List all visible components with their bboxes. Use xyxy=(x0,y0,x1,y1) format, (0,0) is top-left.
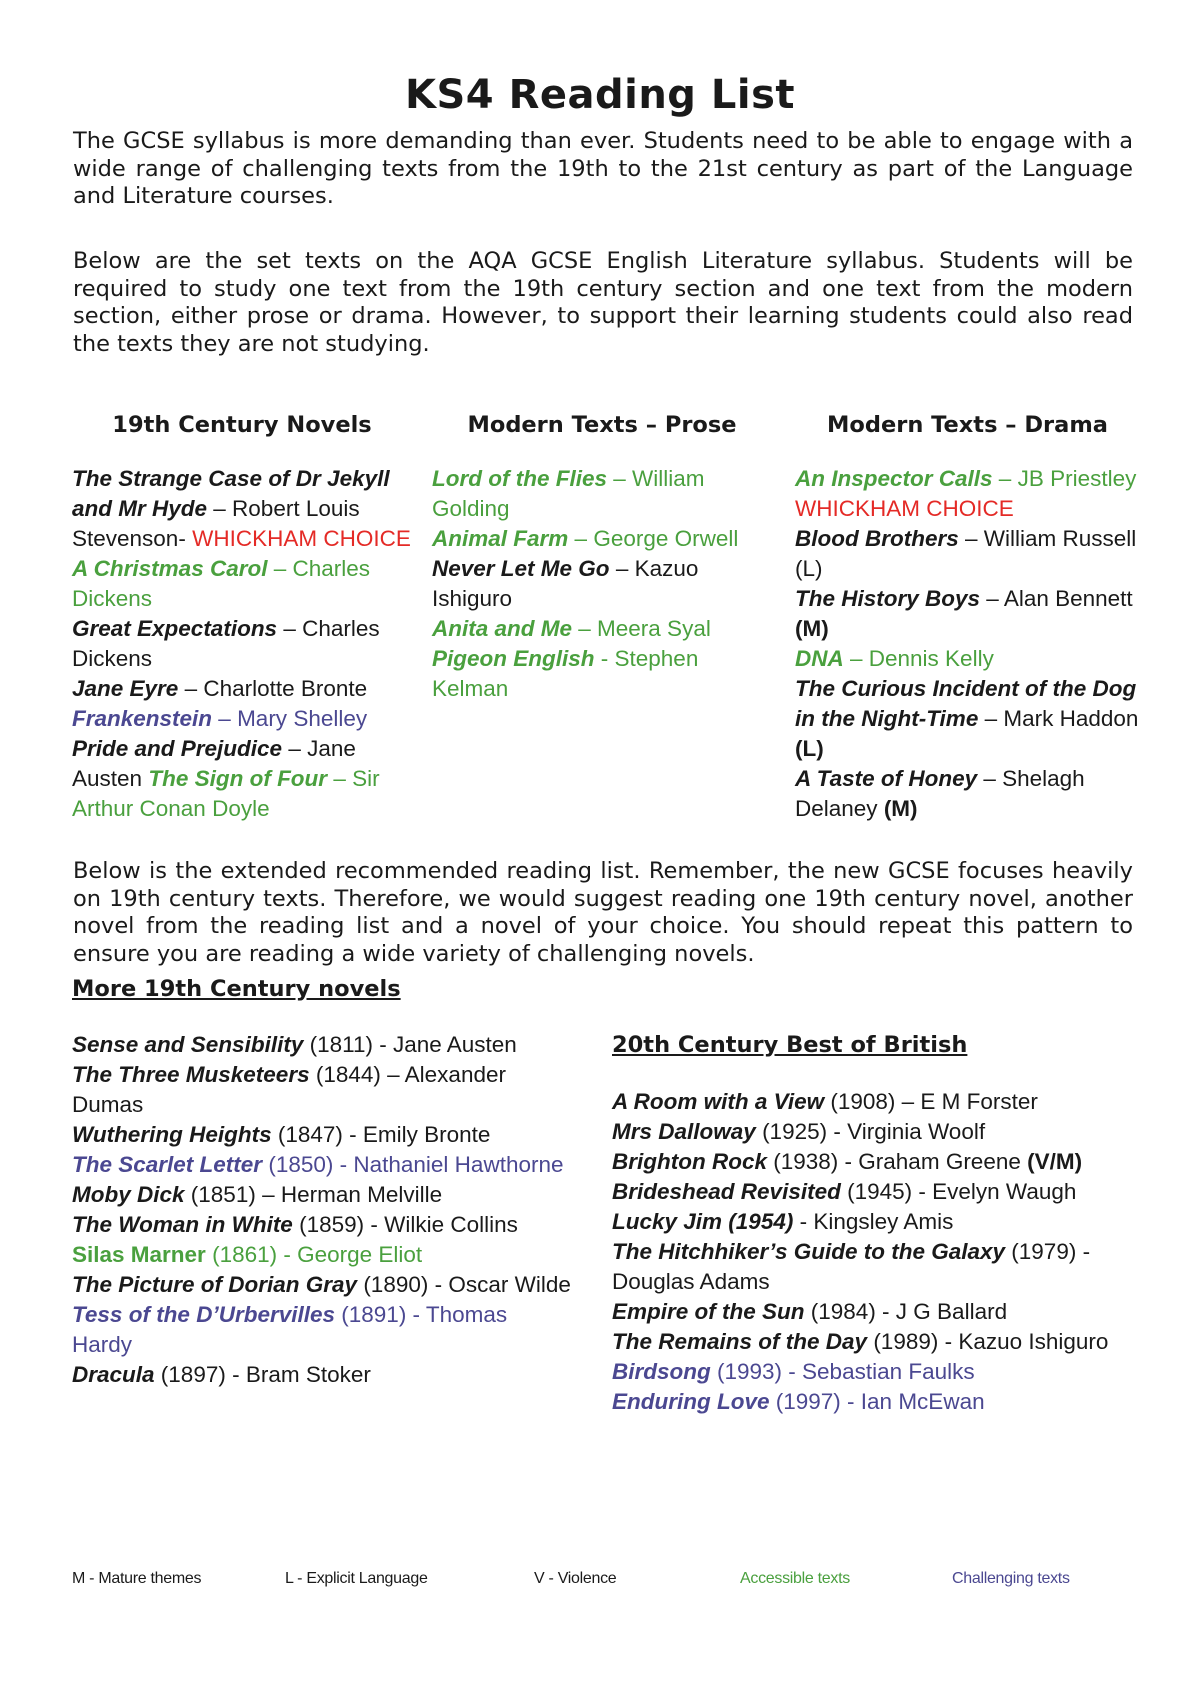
book-item xyxy=(72,1212,518,1237)
book-title: The Woman in White xyxy=(72,1212,293,1237)
book-title: The Scarlet Letter xyxy=(72,1152,263,1177)
book-item xyxy=(72,676,367,701)
book-author: (1945) - Evelyn Waugh xyxy=(840,1179,1077,1204)
book-entry xyxy=(612,1117,1132,1147)
book-title: The Remains of the Day xyxy=(612,1329,868,1354)
book-author: - Stephen Kelman xyxy=(432,646,699,701)
book-item xyxy=(612,1359,975,1384)
book-entry xyxy=(612,1327,1132,1357)
book-title: Brighton Rock xyxy=(612,1149,767,1174)
book-item xyxy=(72,1272,571,1297)
book-item xyxy=(72,1062,506,1117)
book-item xyxy=(612,1299,1007,1324)
book-item xyxy=(795,766,1085,821)
book-author: (1989) - Kazuo Ishiguro xyxy=(867,1329,1109,1354)
book-entry xyxy=(795,584,1140,644)
book-entry xyxy=(612,1387,1132,1417)
book-title: The Hitchhiker’s Guide to the Galaxy xyxy=(612,1239,1006,1264)
book-item xyxy=(72,556,370,611)
book-list xyxy=(432,464,772,704)
book-title: Tess of the D’Urbervilles xyxy=(72,1302,336,1327)
book-item xyxy=(612,1089,1038,1114)
choice-badge: WHICKHAM CHOICE xyxy=(185,526,411,551)
book-entry xyxy=(612,1237,1132,1297)
book-author: – Charles Dickens xyxy=(72,556,371,611)
book-title: Moby Dick xyxy=(72,1182,185,1207)
book-entry xyxy=(72,1210,572,1240)
book-author: - Kingsley Amis xyxy=(793,1209,954,1234)
book-entry xyxy=(72,464,412,554)
book-entry xyxy=(72,614,412,674)
book-item xyxy=(432,616,711,641)
book-item xyxy=(72,1182,442,1207)
book-entry xyxy=(795,644,1140,674)
book-entry xyxy=(432,644,772,704)
column-modern-prose xyxy=(432,412,772,704)
book-entry xyxy=(72,704,412,734)
content-rating: (V/M) xyxy=(1027,1149,1083,1174)
book-item xyxy=(612,1149,1082,1174)
choice-badge: WHICKHAM CHOICE xyxy=(795,496,1014,521)
book-title: Silas Marner xyxy=(72,1242,206,1267)
book-entry xyxy=(72,734,412,824)
book-entry xyxy=(72,1060,572,1120)
book-title: Jane Eyre xyxy=(72,676,179,701)
book-entry xyxy=(72,1030,572,1060)
book-title: Sense and Sensibility xyxy=(72,1032,304,1057)
book-item xyxy=(72,1302,507,1357)
book-entry xyxy=(72,1240,572,1270)
legend xyxy=(0,1570,1200,1594)
book-author: – Mary Shelley xyxy=(212,706,368,731)
best-british-heading: 20th Century Best of British xyxy=(612,1032,968,1058)
book-title: Wuthering Heights xyxy=(72,1122,272,1147)
book-item xyxy=(612,1329,1108,1354)
book-title: The Sign of Four xyxy=(148,766,328,791)
book-author: – William Golding xyxy=(432,466,705,521)
book-entry xyxy=(795,764,1140,824)
best-british-list xyxy=(612,1087,1132,1417)
book-entry xyxy=(432,614,772,644)
more-19th-heading: More 19th Century novels xyxy=(72,976,401,1002)
book-entry xyxy=(72,1180,572,1210)
book-title: The History Boys xyxy=(795,586,981,611)
book-author: (1993) - Sebastian Faulks xyxy=(710,1359,975,1384)
intro-paragraph-2: Below are the set texts on the AQA GCSE English Literature syllabus. Students will be required to study one text from the 19th century section and one text from the modern section, either prose or drama. However, to support their learning students could also read the texts they are not studying. xyxy=(73,248,1133,357)
book-item xyxy=(612,1389,985,1414)
column-modern-drama xyxy=(795,412,1140,824)
content-rating: (M) xyxy=(795,616,829,641)
book-item xyxy=(72,1242,422,1267)
legend-violence: V - Violence xyxy=(534,1570,617,1587)
book-title: Brideshead Revisited xyxy=(612,1179,841,1204)
book-entry xyxy=(432,524,772,554)
book-author: (1891) - Thomas Hardy xyxy=(72,1302,508,1357)
book-item xyxy=(72,616,380,671)
book-item xyxy=(612,1239,1090,1294)
book-author: (1997) - Ian McEwan xyxy=(769,1389,985,1414)
column-19th-century xyxy=(72,412,412,824)
book-title: Pigeon English xyxy=(432,646,595,671)
book-author: (1908) – E M Forster xyxy=(824,1089,1038,1114)
book-title: Lord of the Flies xyxy=(432,466,608,491)
book-entry xyxy=(612,1207,1132,1237)
column-heading: 19th Century Novels xyxy=(112,412,372,438)
book-item xyxy=(72,1032,517,1057)
book-title: A Room with a View xyxy=(612,1089,825,1114)
book-entry xyxy=(72,674,412,704)
book-title: The Strange Case of Dr Jekyll and Mr Hyde xyxy=(72,466,390,521)
book-title: Blood Brothers xyxy=(795,526,959,551)
book-entry xyxy=(612,1087,1132,1117)
book-author: – Alan Bennett xyxy=(980,586,1133,611)
book-item xyxy=(612,1119,985,1144)
book-entry xyxy=(72,1360,572,1390)
book-item xyxy=(432,466,705,521)
book-title: Dracula xyxy=(72,1362,155,1387)
book-author: – Charles Dickens xyxy=(72,616,380,671)
book-item xyxy=(612,1179,1076,1204)
book-entry xyxy=(612,1357,1132,1387)
book-item xyxy=(795,586,1133,641)
more-19th-list xyxy=(72,1030,572,1390)
column-heading: Modern Texts – Prose xyxy=(467,412,737,438)
legend-language: L - Explicit Language xyxy=(285,1570,428,1587)
book-author: (1938) - Graham Greene xyxy=(767,1149,1028,1174)
book-title: Lucky Jim (1954) xyxy=(612,1209,794,1234)
book-item xyxy=(432,646,698,701)
book-title: The Picture of Dorian Gray xyxy=(72,1272,358,1297)
book-title: Animal Farm xyxy=(432,526,569,551)
book-entry xyxy=(72,554,412,614)
book-item xyxy=(72,706,367,731)
book-item xyxy=(432,556,698,611)
legend-mature: M - Mature themes xyxy=(72,1570,202,1587)
book-entry xyxy=(72,1300,572,1360)
book-author: (1844) – Alexander Dumas xyxy=(72,1062,506,1117)
book-title: Never Let Me Go xyxy=(432,556,610,581)
book-author: – William Russell (L) xyxy=(795,526,1137,581)
book-title: A Christmas Carol xyxy=(72,556,268,581)
book-author: – Meera Syal xyxy=(572,616,711,641)
book-entry xyxy=(432,464,772,524)
book-author: (1859) - Wilkie Collins xyxy=(292,1212,518,1237)
book-item xyxy=(795,676,1138,761)
book-author: – Mark Haddon xyxy=(978,706,1139,731)
book-entry xyxy=(612,1297,1132,1327)
extended-paragraph: Below is the extended recommended reading list. Remember, the new GCSE focuses heavily on 19th century texts. Therefore, we would suggest reading one 19th century novel, another novel from the reading list and a novel of your choice. You should repeat this pattern to ensure you are reading a wide variety of challenging novels. xyxy=(73,858,1133,967)
book-item xyxy=(72,1152,564,1177)
book-author: – Sir Arthur Conan Doyle xyxy=(72,766,380,821)
book-entry xyxy=(612,1177,1132,1207)
book-author: (1925) - Virginia Woolf xyxy=(755,1119,986,1144)
page-title: KS4 Reading List xyxy=(405,72,795,118)
book-author: (1861) - George Eliot xyxy=(205,1242,423,1267)
book-entry xyxy=(72,1120,572,1150)
book-author: (1847) - Emily Bronte xyxy=(271,1122,491,1147)
book-author: (1979) - Douglas Adams xyxy=(612,1239,1091,1294)
book-author: – Jane Austen xyxy=(72,736,356,791)
book-author: – Shelagh Delaney xyxy=(795,766,1085,821)
book-list xyxy=(795,464,1140,824)
book-item xyxy=(72,1122,490,1147)
book-item xyxy=(795,646,994,671)
book-title: Mrs Dalloway xyxy=(612,1119,756,1144)
content-rating: (M) xyxy=(883,796,918,821)
book-entry xyxy=(795,464,1140,524)
book-author: – Kazuo Ishiguro xyxy=(432,556,699,611)
book-title: Great Expectations xyxy=(72,616,278,641)
content-rating: (L) xyxy=(795,736,824,761)
book-item xyxy=(612,1209,953,1234)
book-entry xyxy=(795,524,1140,584)
book-entry xyxy=(612,1147,1132,1177)
book-title: Anita and Me xyxy=(432,616,573,641)
book-entry xyxy=(72,1270,572,1300)
book-author: (1851) – Herman Melville xyxy=(184,1182,443,1207)
book-entry xyxy=(795,674,1140,764)
book-title: Empire of the Sun xyxy=(612,1299,805,1324)
book-item xyxy=(795,466,1136,521)
book-author: – Dennis Kelly xyxy=(843,646,994,671)
column-heading: Modern Texts – Drama xyxy=(827,412,1108,438)
legend-challenging: Challenging texts xyxy=(952,1570,1070,1587)
book-author: – Robert Louis Stevenson- xyxy=(72,496,360,551)
book-author: – Charlotte Bronte xyxy=(178,676,368,701)
book-title: Enduring Love xyxy=(612,1389,770,1414)
intro-paragraph-1: The GCSE syllabus is more demanding than ever. Students need to be able to engage with a wide range of challenging texts from the 19th to the 21st century as part of the Language and Literature courses. xyxy=(73,128,1133,209)
book-author: (1984) - J G Ballard xyxy=(804,1299,1008,1324)
book-author: (1890) - Oscar Wilde xyxy=(357,1272,571,1297)
book-title: Frankenstein xyxy=(72,706,213,731)
book-item xyxy=(72,466,411,551)
book-entry xyxy=(432,554,772,614)
book-list xyxy=(72,464,412,824)
book-title: The Curious Incident of the Dog in the Night-Time xyxy=(795,676,1137,731)
book-author: (1811) - Jane Austen xyxy=(303,1032,517,1057)
book-title: The Three Musketeers xyxy=(72,1062,310,1087)
book-title: An Inspector Calls xyxy=(795,466,993,491)
book-title: A Taste of Honey xyxy=(795,766,978,791)
legend-accessible: Accessible texts xyxy=(740,1570,850,1587)
book-author: – George Orwell xyxy=(568,526,739,551)
book-author: – JB Priestley xyxy=(992,466,1137,491)
book-title: Pride and Prejudice xyxy=(72,736,283,761)
book-title: DNA xyxy=(795,646,844,671)
book-author: (1897) - Bram Stoker xyxy=(154,1362,371,1387)
book-item xyxy=(72,1362,371,1387)
book-item xyxy=(432,526,738,551)
book-item xyxy=(795,526,1136,581)
book-title: Birdsong xyxy=(612,1359,711,1384)
book-entry xyxy=(72,1150,572,1180)
book-author: (1850) - Nathaniel Hawthorne xyxy=(262,1152,564,1177)
